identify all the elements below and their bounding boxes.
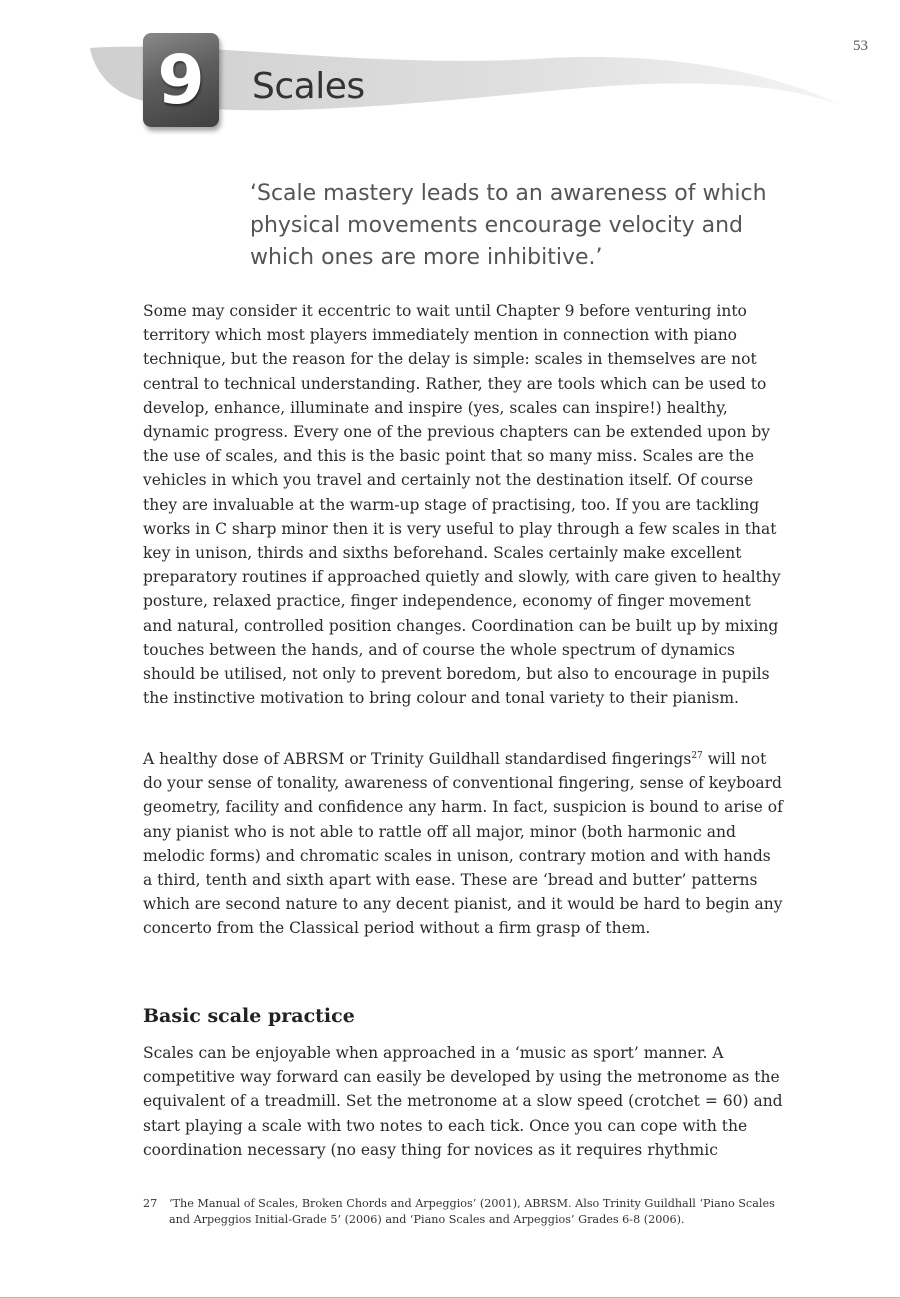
body-paragraph-1 bbox=[143, 299, 783, 716]
paragraph-text-start: A healthy dose of ABRSM or Trinity Guildhall standardised fingerings bbox=[143, 750, 692, 768]
chapter-title: Scales bbox=[252, 66, 365, 107]
footnote bbox=[143, 1196, 783, 1228]
body-paragraph-3 bbox=[143, 1041, 783, 1168]
paragraph-text: Some may consider it eccentric to wait until Chapter 9 before venturing into territory which most players immediately mention in connection with piano technique, but the reason for the delay is simple: scales in themselves are not central to technical understanding. Rather, they are tools which can be used to develop, enhance, illuminate and inspire (yes, scales can inspire!) healthy, dynamic progress. Every one of the previous chapters can be extended upon by the use of scales, and this is the basic point that so many miss. Scales are the vehicles in which you travel and certainly not the destination itself. Of course they are invaluable at the warm-up stage of practising, too. If you are tackling works in C sharp minor then it is very useful to play through a few scales in that key in unison, thirds and sixths beforehand. Scales certainly make excellent preparatory routines if approached quietly and slowly, with care given to healthy posture, relaxed practice, finger independence, economy of finger movement and natural, controlled position changes. Coordination can be built up by mixing touches between the hands, and of course the whole spectrum of dynamics should be utilised, not only to prevent boredom, but also to encourage in pupils the instinctive motivation to bring colour and tonal variety to their pianism. bbox=[143, 302, 781, 708]
paragraph-text bbox=[143, 747, 783, 941]
epigraph-quote: ‘Scale mastery leads to an awareness of which physical movements encourage velocity and which ones are more inhibitive.’ bbox=[250, 181, 767, 270]
page-number: 53 bbox=[853, 38, 868, 54]
body-paragraph-2 bbox=[143, 747, 783, 947]
footnote-number: 27 bbox=[143, 1197, 158, 1210]
footnote-text: ‘The Manual of Scales, Broken Chords and Arpeggios’ (2001), ABRSM. Also Trinity Guildhall ‘Piano Scales and Arpeggios Initial-Grade 5’ (2006) and ‘Piano Scales and Arpeggios’ Grades 6-8 (2006). bbox=[169, 1197, 775, 1226]
chapter-number-badge: 9 bbox=[143, 33, 219, 127]
section-heading: Basic scale practice bbox=[143, 1005, 355, 1027]
paragraph-text: Scales can be enjoyable when approached in a ‘music as sport’ manner. A competitive way forward can easily be developed by using the metronome as the equivalent of a treadmill. Set the metronome at a slow speed (crotchet = 60) and start playing a scale with two notes to each tick. Once you can cope with the coordination necessary (no easy thing for novices as it requires rhythmic bbox=[143, 1044, 783, 1159]
footnote-reference: 27 bbox=[691, 750, 703, 761]
paragraph-text-end: will not do your sense of tonality, awareness of conventional fingering, sense of keyboard geometry, facility and confidence any harm. In fact, suspicion is bound to arise of any pianist who is not able to rattle off all major, minor (both harmonic and melodic forms) and chromatic scales in unison, contrary motion and with hands a third, tenth and sixth apart with ease. These are ‘bread and butter’ patterns which are second nature to any decent pianist, and it would be hard to begin any concerto from the Classical period without a firm grasp of them. bbox=[143, 750, 783, 938]
